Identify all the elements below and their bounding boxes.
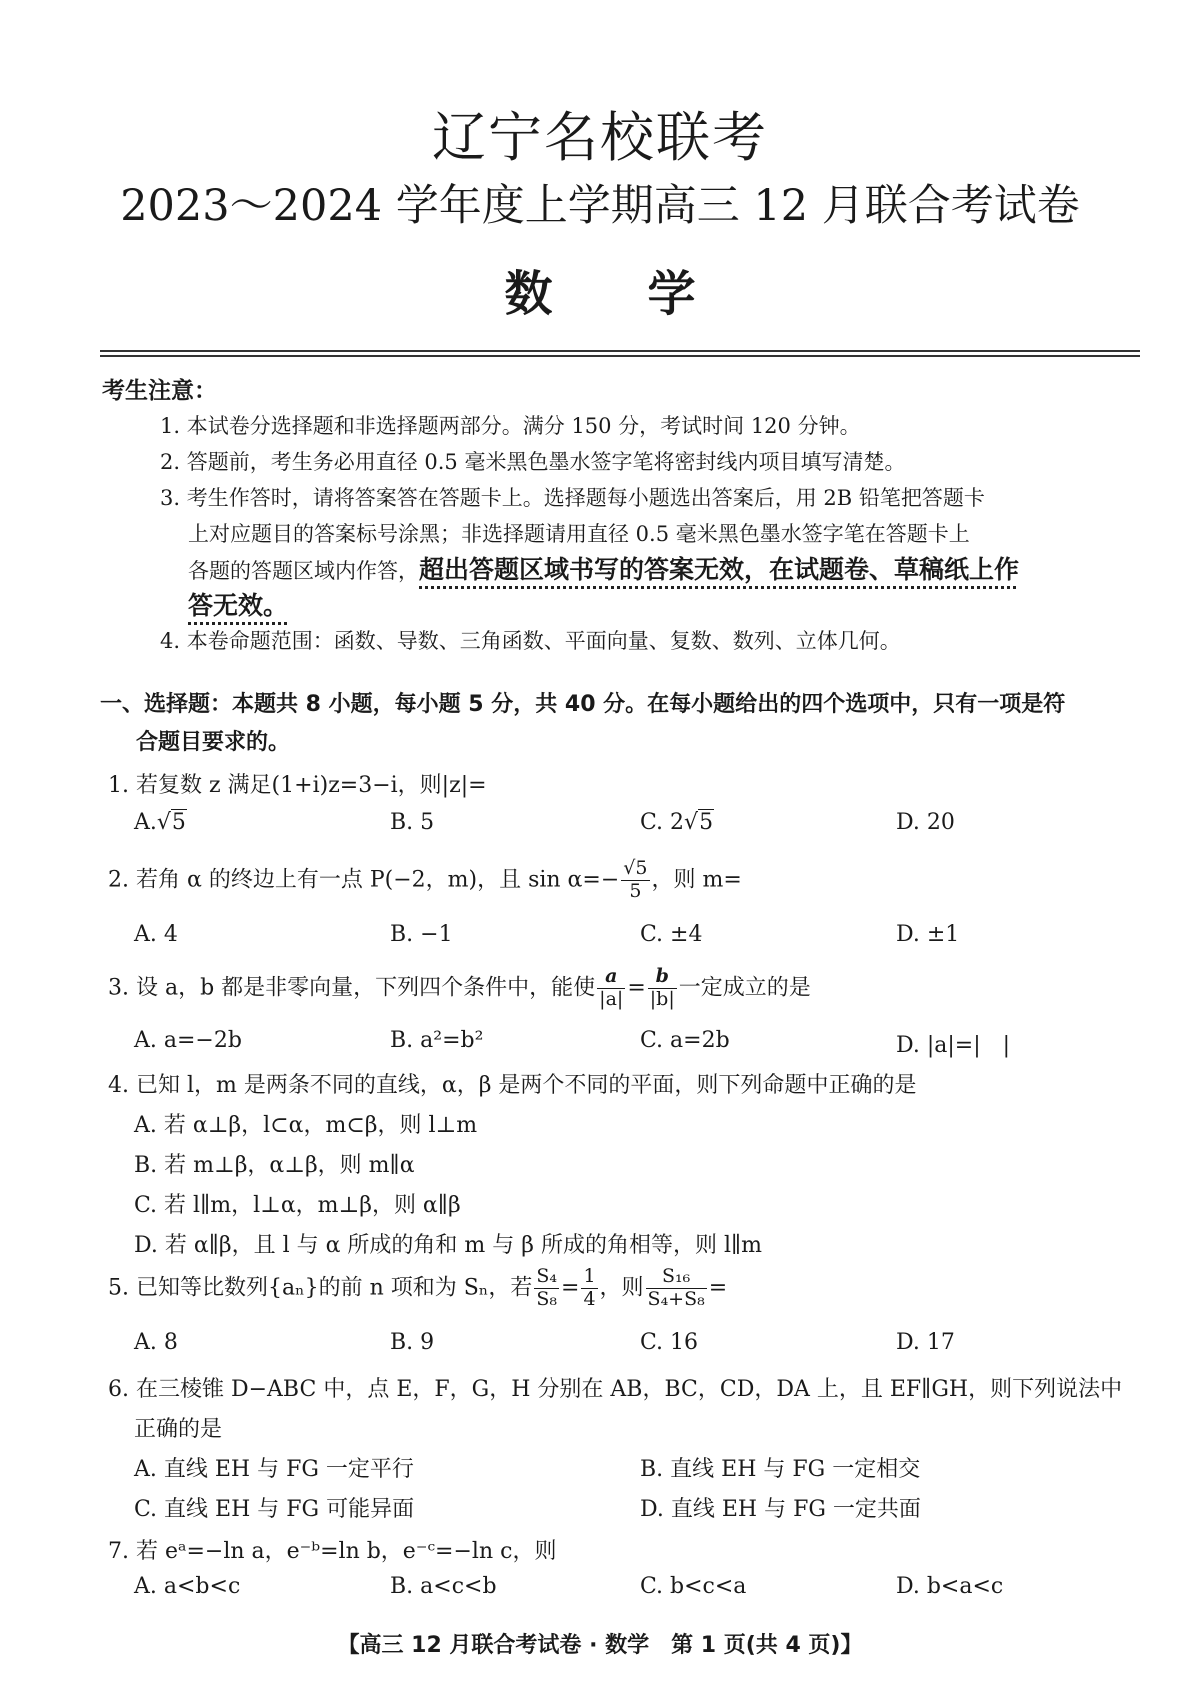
notice-item-1: 1. 本试卷分选择题和非选择题两部分。满分 150 分，考试时间 120 分钟。 — [160, 414, 861, 438]
q5-fraction-1 — [534, 1266, 559, 1311]
q2-option-d: D. ±1 — [896, 922, 960, 947]
q5-option-c: C. 16 — [640, 1330, 699, 1355]
q3-option-c: C. a=2b — [640, 1028, 730, 1053]
q3-stem-start: 3. 设 a，b 都是非零向量，下列四个条件中，能使 — [108, 975, 596, 1001]
q7-stem: 7. 若 eᵃ=−ln a，e⁻ᵇ=ln b，e⁻ᶜ=−ln c，则 — [108, 1539, 557, 1564]
q3-stem-end: 一定成立的是 — [678, 975, 811, 1001]
q7-option-d: D. b<a<c — [896, 1574, 1004, 1599]
notice-item-3-emphasis-end: 答无效。 — [188, 591, 289, 620]
q7-option-a: A. a<b<c — [134, 1574, 241, 1599]
q3-stem — [108, 966, 811, 1011]
q5-fraction-2-denominator: 4 — [583, 1287, 596, 1310]
page-footer: 【高三 12 月联合考试卷 · 数学 第 1 页(共 4 页)】 — [337, 1633, 863, 1658]
header-divider — [100, 350, 1140, 362]
q3-equals: = — [627, 975, 646, 1001]
q5-equals-2: = — [708, 1275, 728, 1301]
q1-option-a-label: A. — [134, 810, 157, 835]
notice-item-3-emphasis: 超出答题区域书写的答案无效，在试题卷、草稿纸上作 — [419, 555, 1020, 584]
notice-item-3-line2: 上对应题目的答案标号涂黑；非选择题请用直径 0.5 毫米黑色墨水签字笔在答题卡上 — [188, 522, 970, 546]
q6-option-b: B. 直线 EH 与 FG 一定相交 — [640, 1457, 921, 1482]
q2-stem — [108, 858, 742, 903]
sqrt-symbol: √ — [156, 810, 171, 835]
exam-title-sub: 2023～2024 学年度上学期高三 12 月联合考试卷 — [120, 181, 1080, 231]
q5-fraction-1-denominator: S₈ — [536, 1287, 557, 1310]
notice-item-3-line1: 3. 考生作答时，请将答案答在答题卡上。选择题每小题选出答案后，用 2B 铅笔把答题卡 — [160, 486, 985, 510]
q2-option-a: A. 4 — [134, 922, 178, 947]
q1-option-b: B. 5 — [390, 810, 435, 835]
notice-item-3-line3 — [188, 550, 1019, 586]
q4-option-c: C. 若 l∥m，l⊥α，m⊥β，则 α∥β — [134, 1193, 461, 1218]
q3-option-b: B. a²=b² — [390, 1028, 484, 1053]
sqrt-symbol: √ — [684, 810, 699, 835]
q2-fraction-numerator: √5 — [623, 857, 648, 879]
notice-item-2: 2. 答题前，考生务必用直径 0.5 毫米黑色墨水签字笔将密封线内项目填写清楚。 — [160, 450, 906, 474]
q5-stem-start: 5. 已知等比数列{aₙ}的前 n 项和为 Sₙ，若 — [108, 1275, 533, 1301]
exam-title-main: 辽宁名校联考 — [432, 106, 768, 169]
q2-stem-start: 2. 若角 α 的终边上有一点 P(−2，m)，且 sin α=− — [108, 867, 620, 893]
q5-stem-mid: ，则 — [599, 1275, 644, 1301]
q3-fraction-b-denominator: |b| — [649, 987, 675, 1010]
q5-fraction-3 — [646, 1266, 707, 1311]
q1-option-a — [134, 810, 187, 835]
q3-fraction-b-numerator: b — [648, 966, 677, 989]
q6-stem-line1: 6. 在三棱锥 D−ABC 中，点 E，F，G，H 分别在 AB，BC，CD，DA 上，且 EF∥GH，则下列说法中 — [108, 1377, 1123, 1402]
q5-equals-1: = — [561, 1275, 580, 1301]
q4-option-b: B. 若 m⊥β，α⊥β，则 m∥α — [134, 1153, 415, 1178]
q1-option-c-label: C. 2 — [640, 810, 685, 835]
notice-heading: 考生注意： — [102, 378, 217, 404]
q6-stem-line2: 正确的是 — [134, 1417, 223, 1442]
q1-option-c-value: 5 — [699, 810, 714, 835]
q5-fraction-2-numerator: 1 — [583, 1265, 596, 1287]
q2-stem-end: ，则 m= — [651, 867, 742, 893]
q1-option-d: D. 20 — [896, 810, 955, 835]
q6-option-a: A. 直线 EH 与 FG 一定平行 — [134, 1457, 414, 1482]
q5-option-d: D. 17 — [896, 1330, 955, 1355]
q1-stem: 1. 若复数 z 满足(1+i)z=3−i，则|z|= — [108, 773, 487, 798]
q5-option-b: B. 9 — [390, 1330, 435, 1355]
q5-stem — [108, 1266, 727, 1311]
q1-option-c — [640, 810, 714, 835]
q7-option-c: C. b<c<a — [640, 1574, 747, 1599]
q3-fraction-a-denominator: |a| — [599, 987, 624, 1010]
q3-fraction-a — [597, 966, 625, 1011]
q4-stem: 4. 已知 l，m 是两条不同的直线，α，β 是两个不同的平面，则下列命题中正确的是 — [108, 1073, 917, 1098]
q3-fraction-a-numerator: a — [597, 966, 625, 989]
q5-fraction-1-numerator: S₄ — [536, 1265, 557, 1287]
q4-option-d: D. 若 α∥β，且 l 与 α 所成的角和 m 与 β 所成的角相等，则 l∥m — [134, 1233, 763, 1258]
q7-option-b: B. a<c<b — [390, 1574, 497, 1599]
q5-fraction-3-denominator: S₄+S₈ — [647, 1287, 705, 1310]
q3-option-a: A. a=−2b — [134, 1028, 242, 1053]
section-heading-line2: 合题目要求的。 — [136, 730, 291, 755]
q3-option-d: D. |a|=| | — [896, 1033, 1011, 1058]
q6-option-c: C. 直线 EH 与 FG 可能异面 — [134, 1497, 415, 1522]
q1-option-a-value: 5 — [171, 810, 186, 835]
q5-fraction-3-numerator: S₁₆ — [646, 1266, 707, 1289]
notice-item-3-plain: 各题的答题区域内作答， — [188, 559, 419, 583]
q6-option-d: D. 直线 EH 与 FG 一定共面 — [640, 1497, 921, 1522]
q2-fraction-denominator: 5 — [629, 879, 642, 902]
q3-fraction-b — [648, 966, 677, 1011]
notice-item-4: 4. 本卷命题范围：函数、导数、三角函数、平面向量、复数、数列、立体几何。 — [160, 629, 901, 653]
q4-option-a: A. 若 α⊥β，l⊂α，m⊂β，则 l⊥m — [134, 1113, 478, 1138]
q5-option-a: A. 8 — [134, 1330, 178, 1355]
q2-option-c: C. ±4 — [640, 922, 703, 947]
subject-title: 数学 — [504, 266, 791, 322]
q5-fraction-2 — [581, 1266, 597, 1311]
q2-fraction — [621, 858, 649, 903]
q2-option-b: B. −1 — [390, 922, 453, 947]
section-heading-line1: 一、选择题：本题共 8 小题，每小题 5 分，共 40 分。在每小题给出的四个选项中，只有一项是符 — [100, 692, 1066, 717]
